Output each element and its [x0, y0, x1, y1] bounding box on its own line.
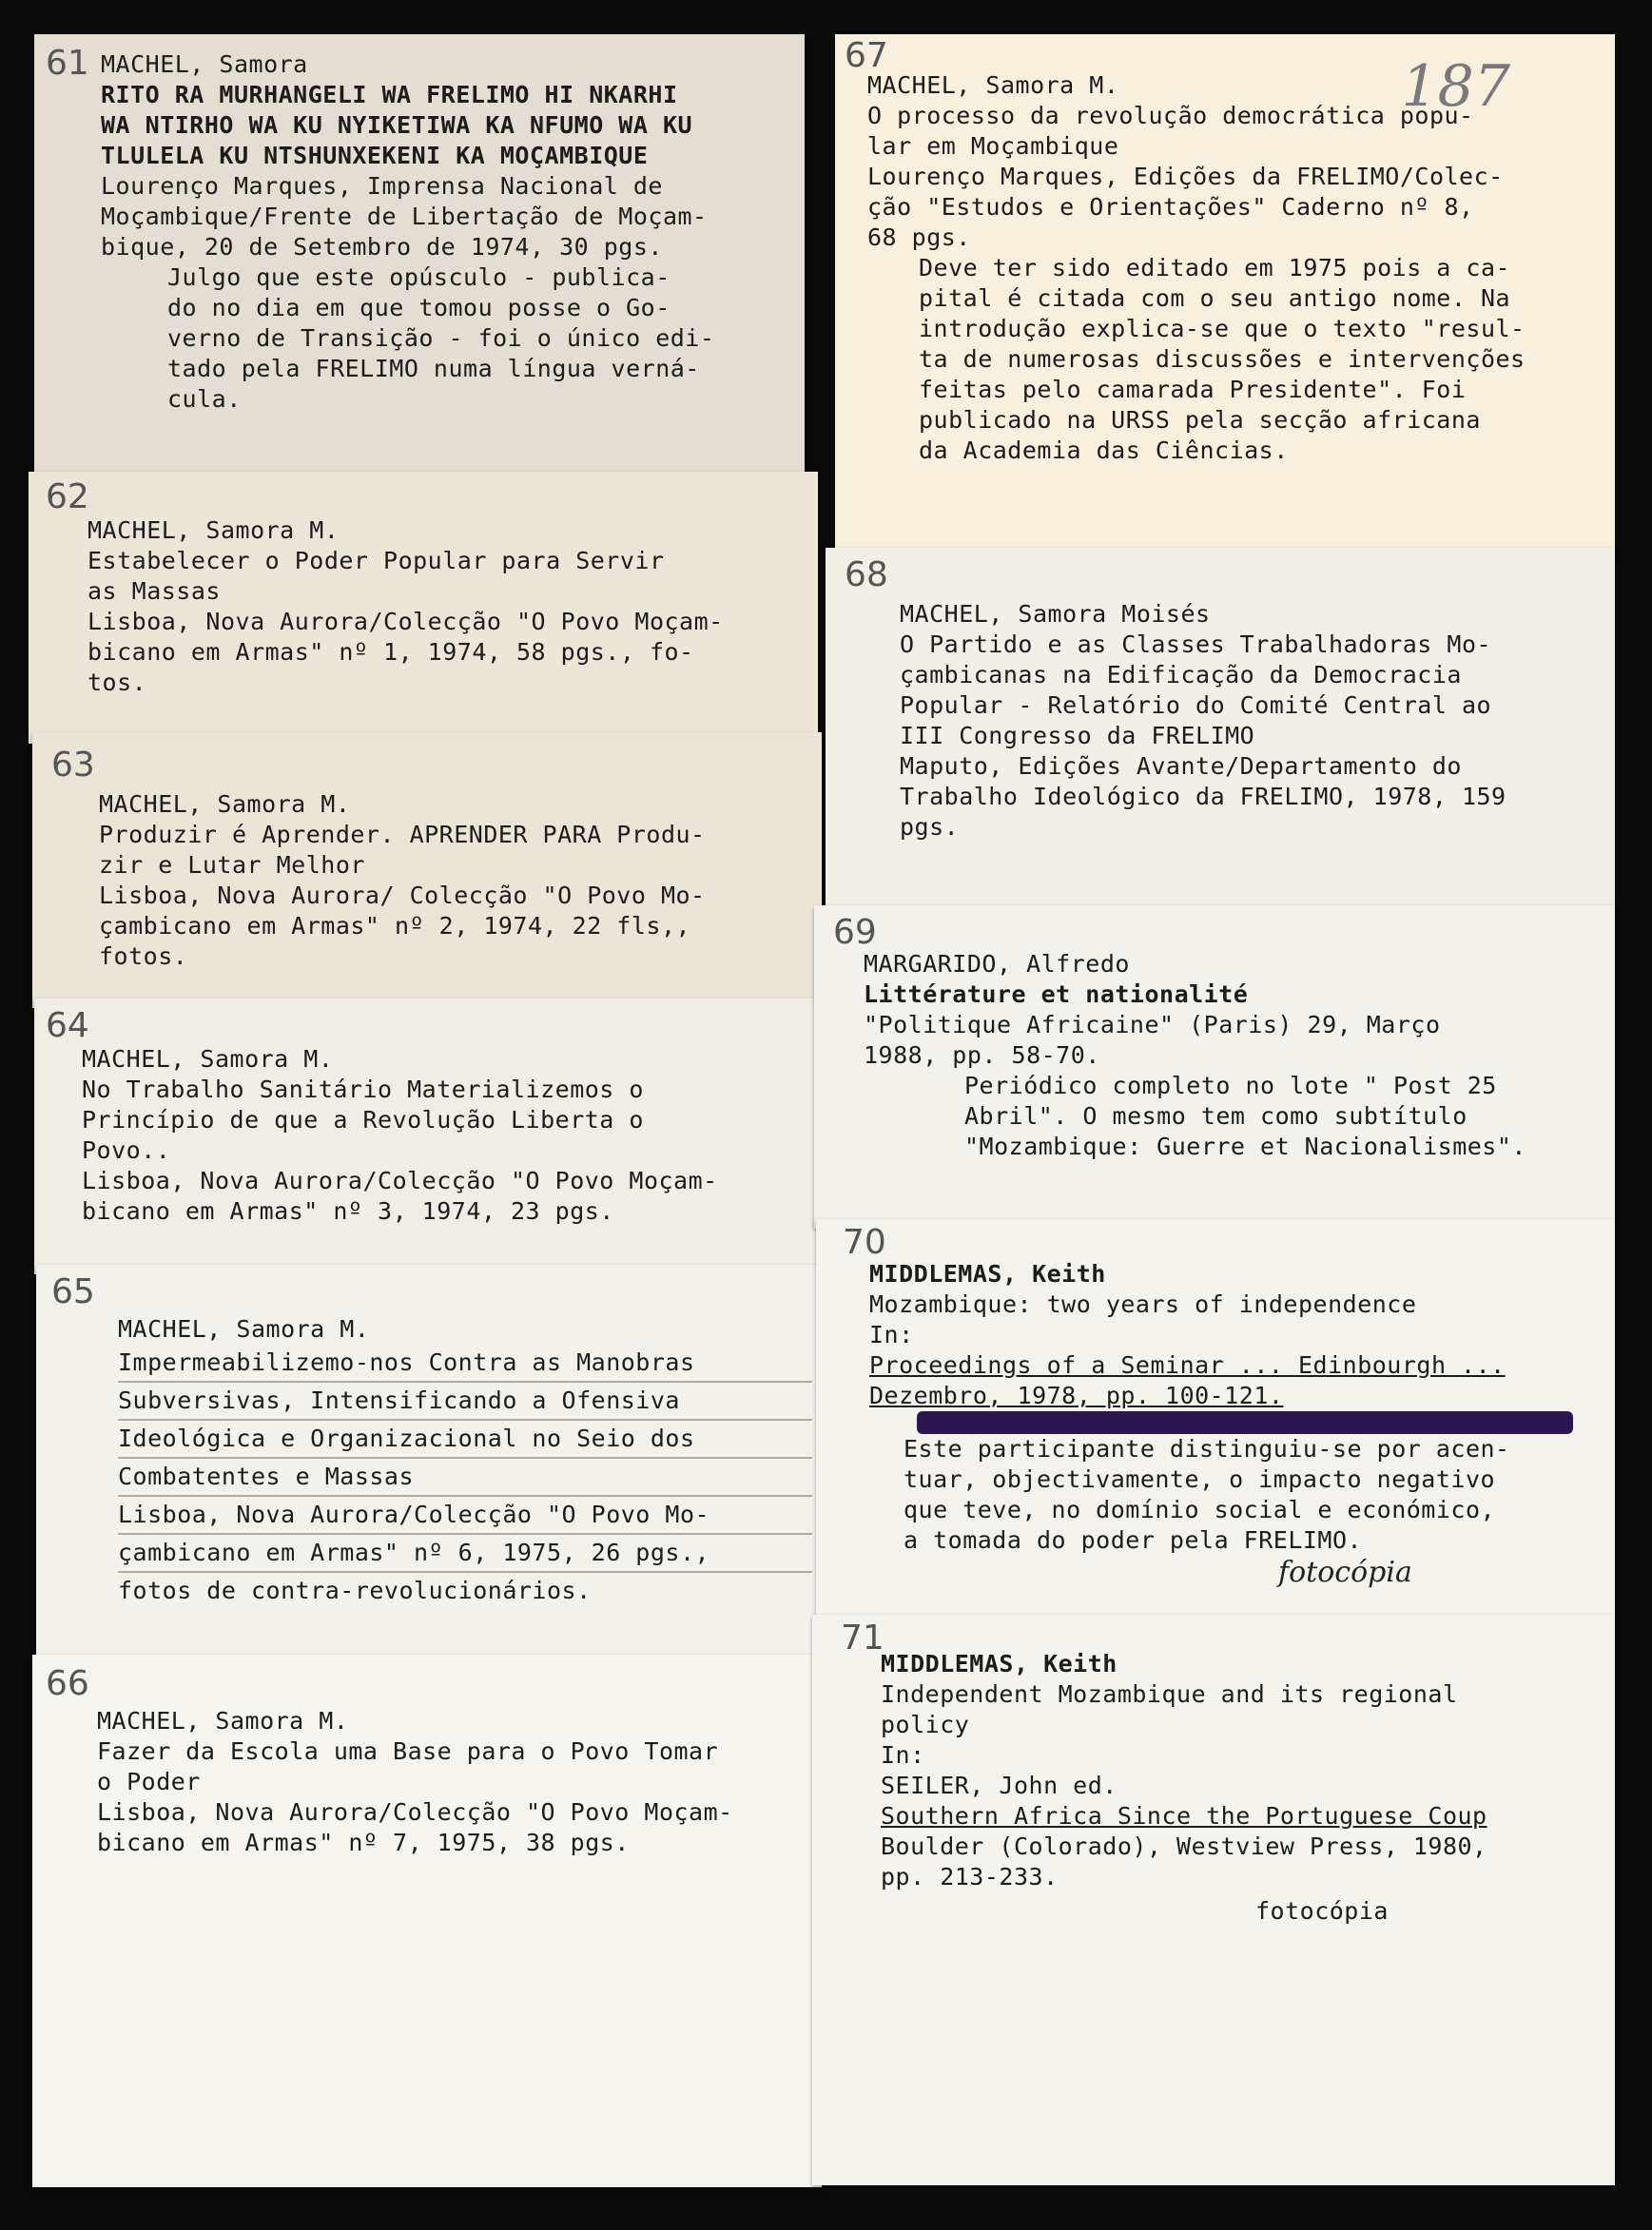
- card-number: 68: [845, 555, 888, 594]
- card-note-line: publicado na URSS pela secção africana: [919, 406, 1481, 434]
- card-number: 70: [843, 1223, 886, 1262]
- card-title-line: O Partido e as Classes Trabalhadoras Mo-: [900, 630, 1492, 658]
- card-title-line: O processo da revolução democrática popu-: [867, 102, 1474, 129]
- card-note-line: Periódico completo no lote " Post 25: [964, 1072, 1497, 1099]
- card-number: 62: [46, 477, 89, 516]
- card-title-line: III Congresso da FRELIMO: [900, 722, 1255, 749]
- card-author: MACHEL, Samora M.: [82, 1045, 334, 1073]
- card-title-line: In:: [881, 1741, 925, 1769]
- card-number: 67: [845, 36, 888, 75]
- card-number: 65: [51, 1272, 95, 1311]
- card-author: MACHEL, Samora Moisés: [900, 600, 1211, 628]
- card-number: 71: [841, 1619, 884, 1658]
- card-note-line: Deve ter sido editado em 1975 pois a ca-: [919, 254, 1511, 281]
- card-number: 69: [833, 913, 877, 952]
- page-number: 187: [1401, 53, 1510, 120]
- card-note-line: Abril". O mesmo tem como subtítulo: [964, 1102, 1467, 1130]
- card-number: 61: [46, 44, 89, 83]
- card-title-line: Independent Mozambique and its regional: [881, 1680, 1458, 1708]
- card-title-line: SEILER, John ed.: [881, 1772, 1118, 1799]
- card-note-line: pital é citada com o seu antigo nome. Na: [919, 284, 1511, 312]
- card-title-line: Ideológica e Organizacional no Seio dos: [118, 1421, 812, 1459]
- card-note-line: a tomada do poder pela FRELIMO.: [904, 1526, 1363, 1554]
- card-title-line: Estabelecer o Poder Popular para Servir: [87, 547, 665, 574]
- card-imprint-line: Lourenço Marques, Edições da FRELIMO/Colec-: [867, 163, 1504, 190]
- card-imprint-line: bicano em Armas" nº 7, 1975, 38 pgs.: [97, 1829, 630, 1856]
- card-imprint-line: fotos.: [99, 942, 188, 970]
- card-note-line: Julgo que este opúsculo - publica-: [167, 263, 671, 291]
- card-imprint-line: Lisboa, Nova Aurora/ Colecção "O Povo Mo-: [99, 882, 706, 909]
- card-title-line: No Trabalho Sanitário Materializemos o: [82, 1076, 644, 1103]
- card-title-line: Subversivas, Intensificando a Ofensiva: [118, 1383, 812, 1421]
- card-title-line: Popular - Relatório do Comité Central ao: [900, 691, 1492, 719]
- card-note-line: "Mozambique: Guerre et Nacionalismes".: [964, 1133, 1526, 1160]
- card-number: 64: [46, 1006, 89, 1045]
- card-imprint-line: ção "Estudos e Orientações" Caderno nº 8,: [867, 193, 1474, 221]
- card-imprint-line: Lisboa, Nova Aurora/Colecção "O Povo Moçam-: [97, 1798, 733, 1826]
- card-typed-note: fotocópia: [1255, 1897, 1389, 1925]
- card-title-line: WA NTIRHO WA KU NYIKETIWA KA NFUMO WA KU: [101, 111, 693, 139]
- card-author: MACHEL, Samora M.: [99, 790, 351, 818]
- card-title-line: policy: [881, 1711, 970, 1738]
- handwritten-note: fotocópia: [1278, 1556, 1412, 1589]
- card-title-line: o Poder: [97, 1768, 201, 1795]
- card-title-line: Mozambique: two years of independence: [869, 1290, 1417, 1318]
- card-author: MIDDLEMAS, Keith: [869, 1260, 1106, 1288]
- catalog-card-62: [29, 472, 818, 744]
- card-title-line: Princípio de que a Revolução Liberta o: [82, 1106, 644, 1134]
- card-title-line: Impermeabilizemo-nos Contra as Manobras: [118, 1345, 812, 1383]
- card-note-line: ta de numerosas discussões e intervenções: [919, 345, 1526, 373]
- card-title-line: zir e Lutar Melhor: [99, 851, 365, 879]
- card-author: MACHEL, Samora M.: [97, 1707, 349, 1735]
- catalog-card-64: [34, 999, 820, 1274]
- catalog-card-69: [814, 905, 1615, 1229]
- card-imprint-line: Lisboa, Nova Aurora/Colecção "O Povo Mo-: [118, 1497, 812, 1535]
- card-title-line: TLULELA KU NTSHUNXEKENI KA MOÇAMBIQUE: [101, 142, 649, 169]
- card-title-line: RITO RA MURHANGELI WA FRELIMO HI NKARHI: [101, 81, 678, 108]
- card-imprint-line: bicano em Armas" nº 3, 1974, 23 pgs.: [82, 1197, 614, 1225]
- catalog-card-65: [36, 1265, 822, 1664]
- card-imprint-line: Boulder (Colorado), Westview Press, 1980,: [881, 1832, 1487, 1860]
- card-imprint-line: pp. 213-233.: [881, 1863, 1059, 1891]
- card-title-line: Littérature et nationalité: [864, 980, 1249, 1008]
- card-author: MIDDLEMAS, Keith: [881, 1650, 1118, 1677]
- card-title-line: Combatentes e Massas: [118, 1459, 812, 1497]
- card-note-line: cula.: [167, 385, 242, 413]
- card-note-line: da Academia das Ciências.: [919, 436, 1289, 464]
- card-author: MARGARIDO, Alfredo: [864, 950, 1130, 978]
- card-source-line: Southern Africa Since the Portuguese Coup: [881, 1802, 1487, 1830]
- card-imprint-line: bicano em Armas" nº 1, 1974, 58 pgs., fo-: [87, 638, 694, 666]
- card-author: MACHEL, Samora M.: [118, 1315, 370, 1343]
- card-imprint-line: çambicano em Armas" nº 2, 1974, 22 fls,,: [99, 912, 691, 940]
- card-note-line: introdução explica-se que o texto "resul-: [919, 315, 1526, 342]
- card-source-line: Dezembro, 1978, pp. 100-121.: [869, 1382, 1284, 1409]
- catalog-card-70: [816, 1219, 1615, 1624]
- card-imprint-line: "Politique Africaine" (Paris) 29, Março: [864, 1011, 1441, 1038]
- redaction-mark: [917, 1411, 1573, 1434]
- card-title-line: Produzir é Aprender. APRENDER PARA Produ-: [99, 821, 706, 848]
- catalog-card-71: [812, 1615, 1615, 2185]
- card-note-line: Este participante distinguiu-se por acen-: [904, 1435, 1510, 1463]
- card-imprint-line: Moçambique/Frente de Libertação de Moçam-: [101, 203, 708, 230]
- catalog-card-66: [32, 1655, 822, 2187]
- card-imprint-line: tos.: [87, 669, 147, 696]
- card-imprint-line: Maputo, Edições Avante/Departamento do: [900, 752, 1462, 780]
- card-source-line: Proceedings of a Seminar ... Edinbourgh ...: [869, 1351, 1506, 1379]
- card-note-line: tuar, objectivamente, o impacto negativo: [904, 1465, 1496, 1493]
- card-title-line: lar em Moçambique: [867, 132, 1119, 160]
- card-note-line: do no dia em que tomou posse o Go-: [167, 294, 671, 321]
- card-title-line: Povo..: [82, 1136, 171, 1164]
- card-author: MACHEL, Samora M.: [867, 71, 1119, 99]
- card-note-line: feitas pelo camarada Presidente". Foi: [919, 376, 1467, 403]
- card-note-line: verno de Transição - foi o único edi-: [167, 324, 715, 352]
- card-imprint-line: 68 pgs.: [867, 223, 971, 251]
- card-imprint-line: fotos de contra-revolucionários.: [118, 1577, 592, 1604]
- card-author: MACHEL, Samora: [101, 50, 308, 78]
- card-number: 66: [46, 1664, 89, 1703]
- card-note-line: que teve, no domínio social e económico,: [904, 1496, 1496, 1523]
- card-imprint-line: Lourenço Marques, Imprensa Nacional de: [101, 172, 663, 200]
- card-title-line: In:: [869, 1321, 914, 1348]
- catalog-card-68: [826, 548, 1615, 915]
- card-title-line: Fazer da Escola uma Base para o Povo Tomar: [97, 1737, 719, 1765]
- card-imprint-line: 1988, pp. 58-70.: [864, 1041, 1100, 1069]
- card-title-line: çambicanas na Edificação da Democracia: [900, 661, 1462, 688]
- card-imprint-line: Lisboa, Nova Aurora/Colecção "O Povo Moçam-: [82, 1167, 718, 1194]
- card-imprint-line: Lisboa, Nova Aurora/Colecção "O Povo Moçam-: [87, 608, 724, 635]
- card-imprint-line: Trabalho Ideológico da FRELIMO, 1978, 159: [900, 783, 1506, 810]
- card-note-line: tado pela FRELIMO numa língua verná-: [167, 355, 700, 382]
- card-number: 63: [51, 746, 95, 785]
- card-imprint-line: bique, 20 de Setembro de 1974, 30 pgs.: [101, 233, 663, 261]
- catalog-card-61: [34, 34, 805, 481]
- catalog-card-67: [835, 34, 1615, 557]
- catalog-card-63: [32, 732, 822, 1008]
- card-imprint-line: çambicano em Armas" nº 6, 1975, 26 pgs.,: [118, 1535, 812, 1573]
- card-imprint-line: pgs.: [900, 813, 960, 841]
- card-title-line: as Massas: [87, 577, 221, 605]
- card-author: MACHEL, Samora M.: [87, 516, 340, 544]
